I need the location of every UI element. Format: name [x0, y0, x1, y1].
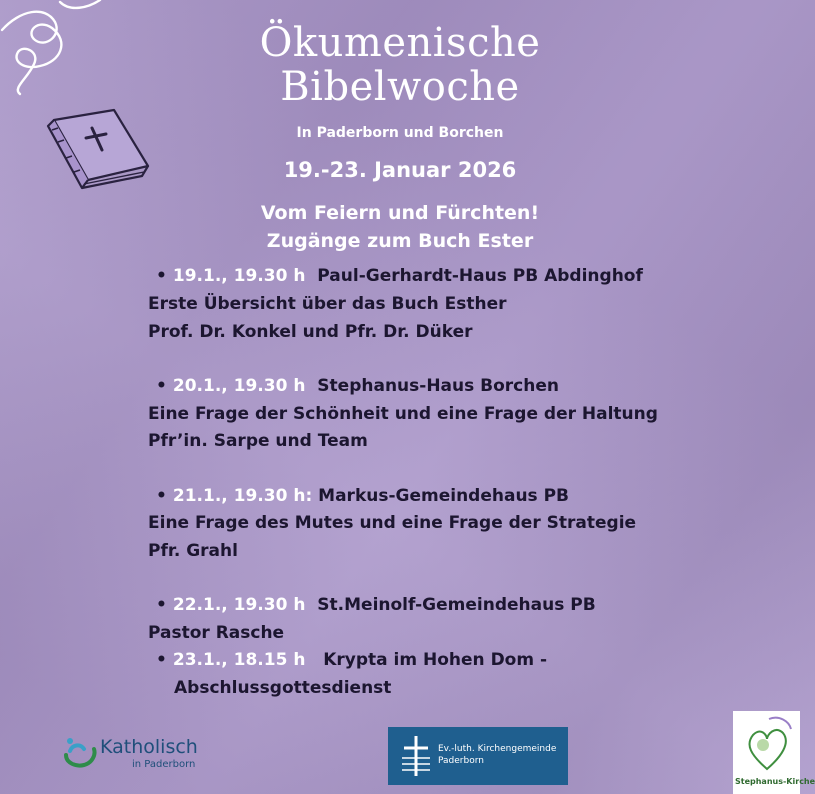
- bullet-icon: •: [156, 650, 167, 670]
- event-5-header: [156, 650, 547, 670]
- stephanus-logo: [733, 711, 815, 794]
- event-1-header: [156, 266, 643, 286]
- katholisch-sub: in Paderborn: [132, 759, 196, 770]
- katholisch-name: Katholisch: [100, 736, 198, 758]
- bullet-icon: •: [156, 266, 167, 286]
- event-4-header: [156, 595, 596, 615]
- theme-line1: Vom Feiern und Fürchten!: [260, 202, 540, 224]
- bullet-icon: •: [156, 595, 167, 615]
- event-5-time: 23.1., 18.15 h: [172, 650, 306, 670]
- event-3-location: Markus-Gemeindehaus PB: [318, 486, 570, 506]
- theme-line2: Zugänge zum Buch Ester: [266, 230, 534, 252]
- cross-emblem-icon: [398, 734, 434, 778]
- bullet-icon: •: [156, 376, 167, 396]
- event-1-topic: Erste Übersicht über das Buch Esther: [148, 294, 507, 314]
- event-4-speakers: Pastor Rasche: [148, 623, 285, 643]
- event-5-topic: Abschlussgottesdienst: [174, 678, 392, 698]
- event-2-location: Stephanus-Haus Borchen: [317, 376, 559, 396]
- event-dates: 19.-23. Januar 2026: [283, 158, 517, 182]
- event-4-time: 22.1., 19.30 h: [172, 595, 306, 615]
- heart-leaf-icon: [733, 711, 800, 777]
- event-3-topic: Eine Frage des Mutes und eine Frage der Strategie: [148, 513, 637, 533]
- bible-book-icon: [40, 106, 158, 200]
- page-title-line2: Bibelwoche: [280, 64, 520, 110]
- stephanus-label: Stephanus-Kirche: [735, 777, 815, 786]
- evluth-logo: [388, 727, 568, 785]
- event-2-time: 20.1., 19.30 h: [172, 376, 306, 396]
- bullet-icon: •: [156, 486, 167, 506]
- event-5-location: Krypta im Hohen Dom -: [323, 650, 548, 670]
- evluth-line2: Paderborn: [438, 756, 484, 766]
- event-3-speakers: Pfr. Grahl: [148, 541, 238, 561]
- event-2-header: [156, 376, 559, 396]
- event-3-header: [156, 486, 569, 506]
- event-1-location: Paul-Gerhardt-Haus PB Abdinghof: [317, 266, 643, 286]
- event-2-speakers: Pfr’in. Sarpe und Team: [148, 431, 368, 451]
- page-title-line1: Ökumenische: [259, 20, 541, 66]
- event-1-speakers: Prof. Dr. Konkel und Pfr. Dr. Düker: [148, 322, 473, 342]
- katholisch-emblem-icon: [62, 735, 98, 769]
- event-2-topic: Eine Frage der Schönheit und eine Frage der Haltung: [148, 404, 658, 424]
- event-4-location: St.Meinolf-Gemeindehaus PB: [317, 595, 596, 615]
- evluth-line1: Ev.-luth. Kirchengemeinde: [438, 744, 557, 754]
- event-3-time: 21.1., 19.30 h:: [172, 486, 313, 506]
- event-1-time: 19.1., 19.30 h: [172, 266, 306, 286]
- subtitle: In Paderborn und Borchen: [296, 125, 504, 141]
